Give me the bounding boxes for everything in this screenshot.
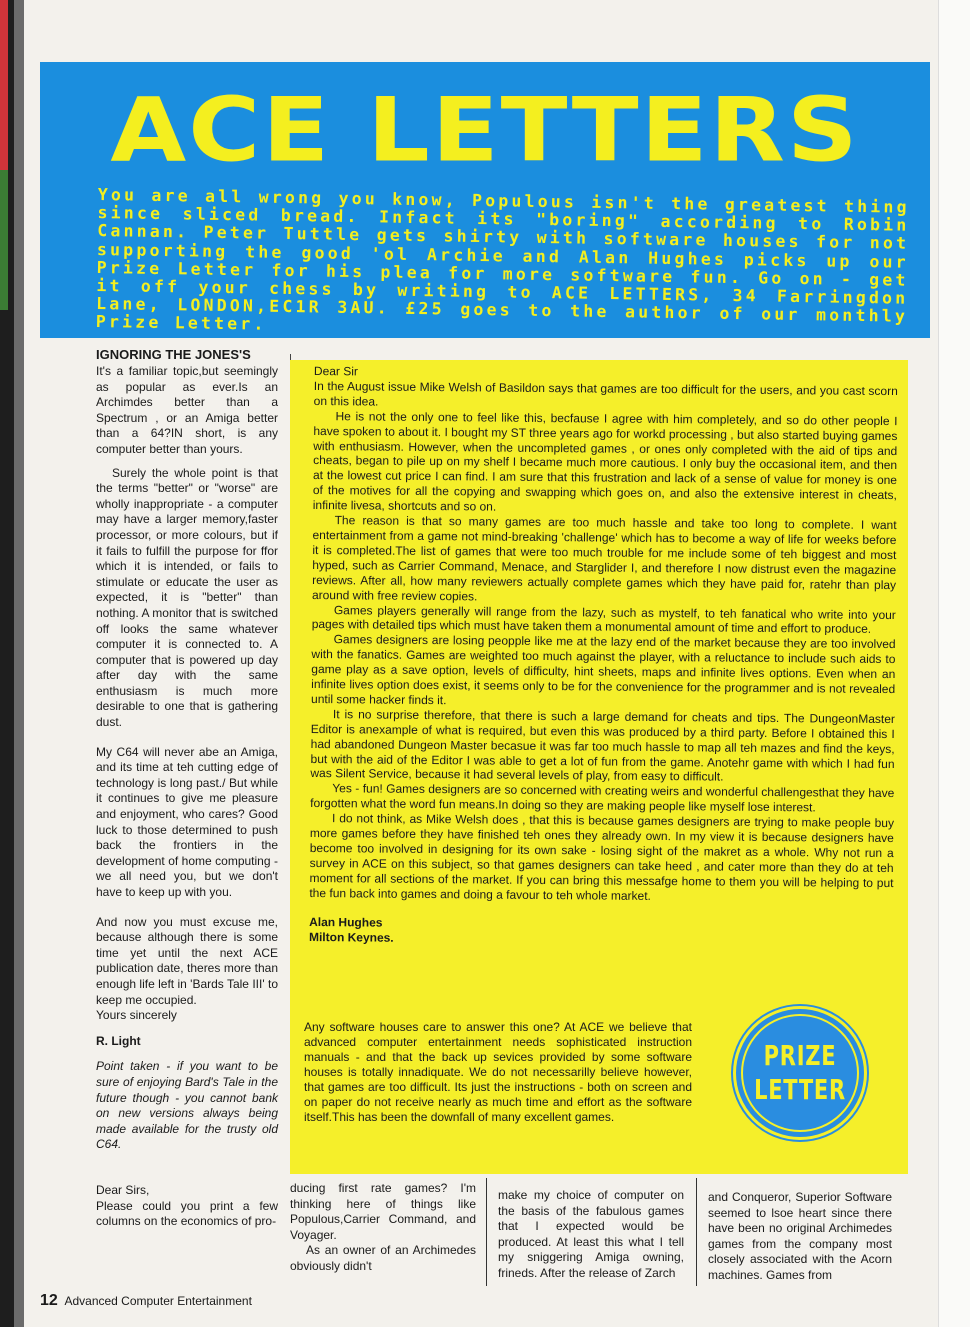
next-page-edge <box>938 0 970 1327</box>
paragraph: It is no surprise therefore, that there is such a large demand for cheats and tips. The DungeonMaster Editor is anexample of what is required, but even this was produced by a third party. Before I obtained this I had abandoned Dungeon Master becasue it was far too much hassle to map all teh mazes and find the keys, but with the aid of the Editor I was able to get a lot of fun from the game. Anotehr game with which I had fun was Silent Service, because it had several levels of play, from easy to difficult. <box>310 707 895 785</box>
paragraph: Games players generally will range from the lazy, such as mystelf, to teh fanatical who write into your pages with detailed tips which must have taken them a monumental amount of time and effort to produce. <box>311 602 896 637</box>
paragraph: And now you must excuse me, because although there is some time yet until the next ACE publication date, theres more than enough life left in 'Bards Tale III' to keep me occupied. <box>96 914 278 1007</box>
paragraph: and Conqueror, Superior Software seemed to lsoe heart since there have been no original Archimedes games from the company most closely associated with the Acorn machines. Games from <box>708 1190 892 1282</box>
letter-ignoring-the-joneses <box>96 347 278 1238</box>
paragraph: It's a familiar topic,but seemingly as popular as ever.Is an Archimdes better than a Spectrum , or an Amiga better than a 64?IN short, is any computer better than yours. <box>96 364 278 456</box>
letter-signature: R. Light <box>96 1033 141 1048</box>
bottom-column-3 <box>498 1188 684 1282</box>
reply-text: Any software houses care to answer this one? At ACE we believe that advanced computer entertainment needs sophisticated instruction manuals - and that the back up sevices provided by some software houses is totally innadiquate. We do not necessarilly believe however, that games are too difficult. Its just the instructions - both on screen and on paper do not receive nearly as much time and effort as the software itself.This has been the downfall of many excellent games. <box>304 1020 692 1124</box>
column-rule <box>696 1178 697 1286</box>
paragraph: The reason is that so many games are too much hassle and take too long to complete. I want entertainment from a game not mind-breaking 'challenge' which has to become a way of life for weeks before it is completed.The list of games that were too much trouble for me include some of teh biggest and most hyped, such as Carrier Command, Menace, and Starglider I, and therefore I now distrust even the magazine reviews. After all, how many reviewers actually complete games which they have paid for, ratehr than play around with free review copies. <box>311 513 897 604</box>
paragraph: Surely the whole point is that the terms "better" or "worse" are wholly inappropriate - a computer may have a larger memory,faster processor, or more colours, but if it fails to fulfill the purpose for ffor which it is intended, or fails to stimulate or educate the user as expected, it is "better" than nothing. A monitor that is switched off looks the same whatever computer it is connected to. A computer that is powered up day after day with the same enthusiasm is much more desirable to one that is gathering dust. <box>96 465 278 730</box>
page-number: 12 <box>40 1292 58 1309</box>
paragraph: He is not the only one to feel like this, becfause I agree with him completely, and so do other people I have spoken to about it. I bought my ST three years ago for workd processing , but also started buying games with enthusiasm. However, when the uncompleted games , or ones only completed with the aid of tips and cheats, began to pile up on my shelf I became much more cautious. I only buy the occasional item, and then at the lowest cut price I can find. I am sure that this frustration and lack of a sense of value for money is one of the motives for all the copying and swapping which goes on, and also the extensive interest in cheats, infinite livesa, shortcuts and so on. <box>312 408 898 514</box>
closing: Yours sincerely <box>96 1008 177 1023</box>
salutation: Dear Sir <box>313 364 359 379</box>
page-title: ACE LETTERS <box>110 79 860 183</box>
next-letter-text: Please could you print a few columns on the economics of pro- <box>96 1198 278 1229</box>
paragraph: make my choice of computer on the basis of the fabulous games that I expected would be produced. At least this what I tell my sniggering Amiga owning, frineds. After the release of Zarch <box>498 1188 684 1280</box>
paragraph: Games designers are losing peopple like me at the lazy end of the market because they are too involved with the fanatics. Games are weighted too much against the player, with a reluctance to include such aids to game play as a save option, levels of difficulty, hint sheets, maps and infinite lives options. Even when an infinite lives option does exist, it seems only to be for the convenience for the programmer and is not revealed until some hacker finds it. <box>311 632 896 708</box>
badge-line-1: PRIZE <box>763 1039 837 1072</box>
bottom-column-4 <box>708 1190 892 1284</box>
prize-letter-badge <box>733 1006 867 1140</box>
paragraph: In the August issue Mike Welsh of Basildon says that games are too difficult for the users, and you cast scorn on this idea. <box>313 378 898 409</box>
signature-place: Milton Keynes. <box>308 929 394 945</box>
spine-red-strip <box>0 0 8 170</box>
paragraph: As an owner of an Archimedes obviously didn't <box>290 1243 476 1273</box>
header-banner <box>40 62 930 338</box>
letter-signature <box>309 915 893 950</box>
paragraph: My C64 will never abe an Amiga, and its time at teh cutting edge of technology is long past./ But while it continues to give me pleasure and enjoyment, who cares? Good luck to those determined to push back the frontiers in the development of home computing - we all need you, but we don't have to keep up with you. <box>96 744 278 899</box>
spine-green-strip <box>0 170 8 310</box>
badge-line-2: LETTER <box>754 1073 846 1106</box>
letter-heading: IGNORING THE JONES'S <box>96 347 251 362</box>
paragraph: ducing first rate games? I'm thinking here of things like Populous,Carrier Command, and Voyager. <box>290 1181 476 1242</box>
magazine-name: Advanced Computer Entertainment <box>64 1294 252 1308</box>
editor-reply <box>304 1020 692 1133</box>
editor-reply: Point taken - if you want to be sure of enjoying Bard's Tale in the future though - you cannot bank on new versions always being made available for the trusty old C64. <box>96 1059 278 1152</box>
bottom-column-2 <box>290 1181 476 1275</box>
column-rule <box>486 1178 487 1286</box>
page-spine-shadow <box>14 0 24 1327</box>
prize-letter <box>309 364 898 960</box>
next-letter-salutation: Dear Sirs, <box>96 1182 150 1197</box>
signature-name: Alan Hughes <box>309 914 383 930</box>
intro-text: You are all wrong you know, Populous isn't the greatest thing since sliced bread. Infact its "boring" according to Robin Cannan. Peter Tuttle gets shirty with software houses for not supporting the good 'ol Archie and Alan Hughes picks up our Prize Letter for his plea for more software fun. Go on - get it off your chess by writing to ACE LETTERS, 34 Farringdon Lane, LONDON,EC1R 3AU. £25 goes to the author of our monthly Prize Letter. <box>95 185 910 335</box>
paragraph: I do not think, as Mike Welsh does , that this is because games designers are trying to make people buy more games before they have finished teh ones they already own. In my view it is because designers have become too involved in designing for its own sake - losing sight of the makret as a whole. Why not run a survey in ACE on this subject, so that games designers can take heed , and cater more than they do at teh moment for all sections of the market. If you can bring this messafge home to them you will be helping to put the fun back into games and doing a favour to teh whole market. <box>309 811 895 903</box>
page-footer <box>40 1292 252 1310</box>
paragraph: Yes - fun! Games designers are so concerned with creating weirs and wonderful challengesthat they have forgotten what the word fun means.In doing so they are making people like myself lose interest. <box>310 781 895 815</box>
